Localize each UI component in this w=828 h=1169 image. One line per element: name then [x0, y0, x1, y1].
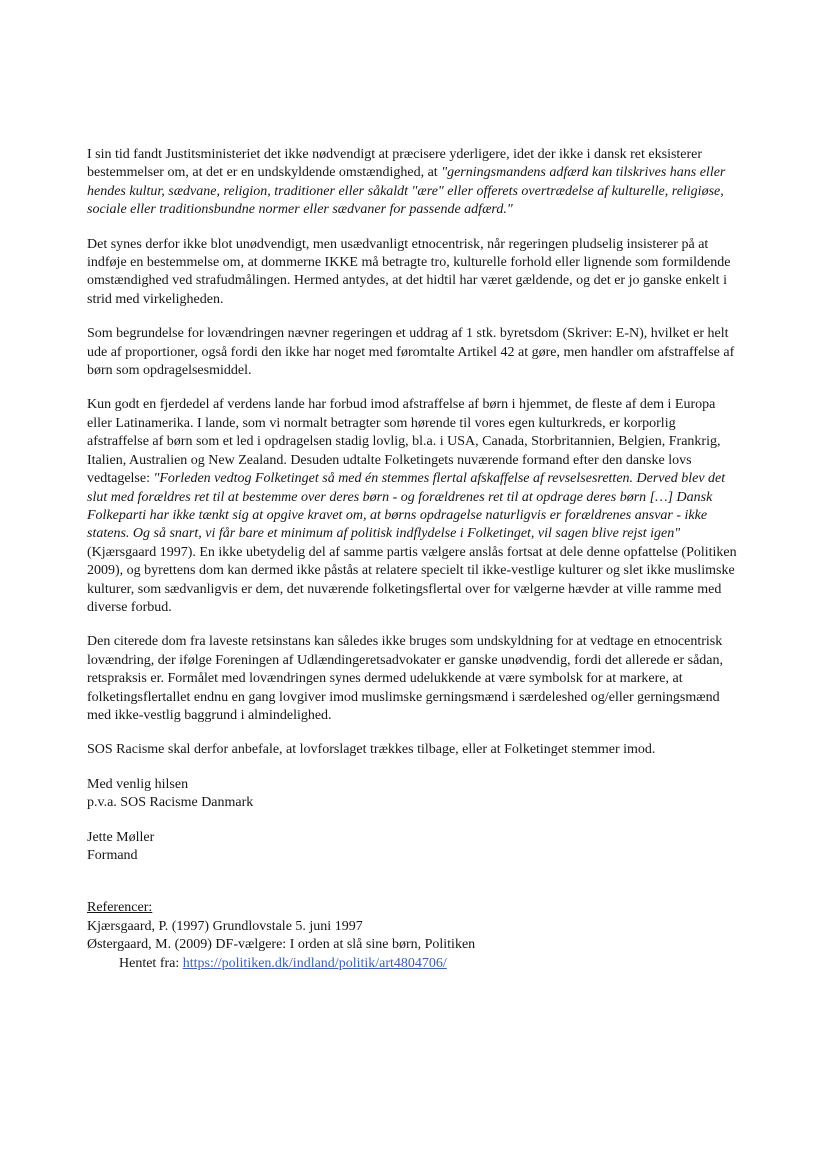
signer-name: Jette Møller	[87, 829, 155, 845]
paragraph-4-text-continued: (Kjærsgaard 1997). En ikke ubetydelig del af samme partis vælgere anslås fortsat at dele denne opfattelse (Politiken 2009), og byrettens dom kan dermed ikke påstås at relatere specielt til ikke-vestlige kulturer og slet ikke muslimske kulturer, som sædvanligvis er dem, det nuværende folketingsflertal over for vælgerne hævder at ville ramme med diverse forbud.	[87, 544, 737, 615]
paragraph-6: SOS Racisme skal derfor anbefale, at lovforslaget trækkes tilbage, eller at Folketinget stemmer imod.	[87, 742, 656, 758]
paragraph-3: Som begrundelse for lovændringen nævner regeringen et uddrag af 1 stk. byretsdom (Skriver: E-N), hvilket er helt ude af proportioner, også fordi den ikke har noget med føromtalte Artikel 42 at gøre, men handler om afstraffelse af børn som opdragelsesmiddel.	[87, 326, 735, 379]
reference-2-link[interactable]: https://politiken.dk/indland/politik/art4804706/	[182, 955, 447, 971]
paragraph-4	[87, 396, 737, 617]
references-heading: Referencer:	[87, 900, 153, 916]
reference-2: Østergaard, M. (2009) DF-vælgere: I orden at slå sine børn, Politiken	[87, 937, 476, 953]
paragraph-5: Den citerede dom fra laveste retsinstans kan således ikke bruges som undskyldning for at vedtage en etnocentrisk lovændring, der ifølge Foreningen af Udlændingeretsadvokater er ganske unødvendig, fordi det allerede er sådan, retspraksis er. Formålet med lovændringen synes dermed udelukkende at være symbolsk for at markere, at folketingsflertallet endnu en gang lovgiver imod muslimske gerningsmænd i særdeleshed og/eller gerningsmænd med ikke-vestlig baggrund i almindelighed.	[87, 634, 724, 723]
letter-body	[87, 146, 737, 973]
paragraph-2: Det synes derfor ikke blot unødvendigt, men usædvanligt etnocentrisk, når regeringen pludselig insisterer på at indføje en bestemmelse om, at dommerne IKKE må betragte tro, kulturelle forhold eller lignende som formildende omstændighed ved strafudmålingen. Hermed antydes, at det hidtil har været gældende, og det er jo ganske enkelt i strid med virkeligheden.	[87, 236, 731, 307]
reference-2-retrieved-label: Hentet fra:	[119, 955, 183, 971]
paragraph-1-text: I sin tid fandt Justitsministeriet det ikke nødvendigt at præcisere yderligere, idet der ikke i dansk ret eksisterer bestemmelser om, at det er en undskyldende omstændighed, at	[87, 147, 703, 181]
reference-1: Kjærsgaard, P. (1997) Grundlovstale 5. juni 1997	[87, 918, 363, 934]
reference-2-retrieved	[87, 955, 737, 973]
signer	[87, 829, 737, 866]
paragraph-4-quote: "Forleden vedtog Folketinget så med én stemmes flertal afskaffelse af revselsesretten. Derved blev det slut med forældres ret til at bestemme over deres børn - og forældrenes ret til at opdrage deres børn […] Dansk Folkeparti har ikke tænkt sig at opgive kravet om, at børns opdragelse naturligvis er forældrenes ansvar - ikke statens. Og så snart, vi får bare et minimum af politisk indflydelse i Folketinget, vil sagen blive rejst igen"	[87, 471, 726, 542]
signoff-organization: p.v.a. SOS Racisme Danmark	[87, 795, 254, 811]
paragraph-1	[87, 146, 737, 220]
signoff-greeting: Med venlig hilsen	[87, 776, 189, 792]
references	[87, 899, 737, 973]
signer-title: Formand	[87, 848, 138, 863]
signoff	[87, 776, 737, 813]
paragraph-4-text: Kun godt en fjerdedel af verdens lande har forbud imod afstraffelse af børn i hjemmet, de fleste af dem i Europa eller Latinamerika. I lande, som vi normalt betragter som hørende til vores egen kulturkreds, er korporlig afstraffelse af børn som et led i opdragelsen stadig lovlig, bl.a. i USA, Canada, Storbritannien, Belgien, Frankrig, Italien, Australien og New Zealand. Desuden udtalte Folketingets nuværende formand efter den danske lovs vedtagelse:	[87, 397, 721, 487]
paragraph-1-quote: "gerningsmandens adfærd kan tilskrives hans eller hendes kultur, sædvane, religion, traditioner eller såkaldt "ære" eller offerets overtrædelse af kulturelle, religiøse, sociale eller traditionsbundne normer eller sædvaner for passende adfærd."	[87, 165, 726, 218]
